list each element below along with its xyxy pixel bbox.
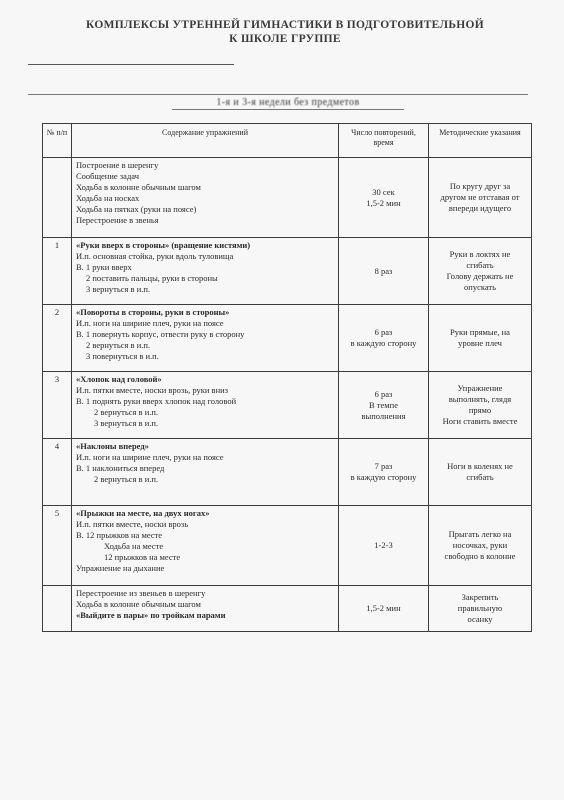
row-number: 1: [43, 238, 72, 305]
content-line: В. 1 повернуть корпус, отвести руку в сторону: [76, 329, 245, 339]
row-content: [72, 305, 339, 372]
notes-line: Упражнение: [457, 383, 503, 393]
content-line: «Выйдите в пары» по тройкам парами: [76, 610, 226, 620]
dosage-line: в каждую сторону: [350, 472, 417, 482]
content-line: В. 1 поднять руки вверх хлопок над головой: [76, 396, 237, 406]
notes-line: сгибать: [466, 260, 494, 270]
content-line: Ходьба в колонне обычным шагом: [76, 599, 201, 609]
content-line: Ходьба в колонне обычным шагом: [76, 182, 201, 192]
notes-line: Руки в локтях не: [449, 249, 511, 259]
notes-line: По кругу друг за: [449, 181, 511, 191]
content-line: 2 поставить пальцы, руки в стороны: [86, 273, 218, 283]
content-line: Перестроение из звеньев в шеренгу: [76, 588, 206, 598]
table-row: [43, 586, 532, 632]
row-content: [72, 586, 339, 632]
content-line: 3 вернуться в и.п.: [94, 418, 159, 428]
row-dosage: [339, 238, 429, 305]
table-row: [43, 439, 532, 506]
content-line: Перестроение в звенья: [76, 215, 159, 225]
row-notes: [429, 238, 532, 305]
dosage-line: выполнения: [361, 410, 406, 421]
dosage-line: в каждую сторону: [350, 338, 417, 348]
dosage-line: 1-2-3: [374, 540, 393, 550]
row-number: [43, 158, 72, 238]
content-line: 2 вернуться в и.п.: [94, 407, 159, 417]
content-line: «Хлопок над головой»: [76, 374, 162, 384]
notes-line: сгибать: [466, 472, 494, 482]
row-number: 2: [43, 305, 72, 372]
content-line: И.п. ноги на ширине плеч, руки на поясе: [76, 318, 224, 328]
notes-line: Ноги ставить вместе: [442, 416, 518, 426]
content-line: Сообщение задач: [76, 171, 139, 181]
content-line: 12 прыжков на месте: [104, 552, 181, 562]
header-num: № п/п: [43, 124, 72, 158]
row-content: [72, 158, 339, 238]
row-dosage: [339, 506, 429, 586]
notes-line: Ноги в коленях не: [447, 461, 513, 471]
notes-line: выполнять, глядя: [448, 394, 512, 404]
row-number: 4: [43, 439, 72, 506]
dosage-line: 1,5-2 мин: [366, 197, 401, 208]
notes-line: свободно в колонне: [444, 551, 516, 561]
notes-line: другом не отставая от: [440, 192, 520, 202]
content-line: «Наклоны вперед»: [76, 441, 149, 451]
notes-line: осанку: [467, 614, 493, 624]
row-content: [72, 238, 339, 305]
notes-line: носочках, руки: [452, 540, 508, 550]
table-row: [43, 506, 532, 586]
row-dosage: [339, 305, 429, 372]
title-line-2: К ШКОЛЕ ГРУППЕ: [229, 33, 341, 45]
dosage-line: 30 сек: [372, 186, 395, 197]
dosage-line: 6 раз: [374, 388, 393, 399]
notes-line: Руки прямые, на: [450, 327, 510, 337]
row-number: 3: [43, 372, 72, 439]
content-line: Ходьба на носках: [76, 193, 140, 203]
row-content: [72, 439, 339, 506]
row-content: [72, 372, 339, 439]
content-line: «Прыжки на месте, на двух ногах»: [76, 508, 210, 518]
row-dosage: [339, 586, 429, 632]
content-line: И.п. пятки вместе, носки врозь, руки вниз: [76, 385, 229, 395]
header-content: Содержание упражнений: [72, 124, 339, 158]
row-notes: [429, 506, 532, 586]
dosage-line: 6 раз: [374, 327, 393, 337]
table-row: [43, 372, 532, 439]
row-dosage: [339, 439, 429, 506]
content-line: Ходьба на пятках (руки на поясе): [76, 204, 197, 214]
content-line: 2 вернуться в и.п.: [94, 474, 159, 484]
dosage-line: 7 раз: [374, 461, 393, 471]
content-line: «Повороты в стороны, руки в стороны»: [76, 307, 230, 317]
content-line: И.п. пятки вместе, носки врозь: [76, 519, 189, 529]
content-line: И.п. основная стойка, руки вдоль туловища: [76, 251, 234, 261]
table-body: [43, 158, 532, 632]
table-row: [43, 158, 532, 238]
notes-line: Прыгать легко на: [448, 529, 512, 539]
row-dosage: [339, 372, 429, 439]
content-line: В. 1 наклониться вперед: [76, 463, 165, 473]
row-notes: [429, 305, 532, 372]
table-row: [43, 238, 532, 305]
header-notes: Методические указания: [429, 124, 532, 158]
content-line: «Руки вверх в стороны» (вращение кистями): [76, 240, 251, 250]
table-header-row: [43, 124, 532, 158]
notes-line: опускать: [464, 282, 496, 292]
content-line: И.п. ноги на ширине плеч, руки на поясе: [76, 452, 224, 462]
row-number: 5: [43, 506, 72, 586]
content-line: В. 1 руки вверх: [76, 262, 132, 272]
content-line: 3 повернуться в и.п.: [86, 351, 159, 361]
dosage-line: В темпе: [369, 399, 398, 410]
title-line-1: КОМПЛЕКСЫ УТРЕННЕЙ ГИМНАСТИКИ В ПОДГОТОВИТЕЛЬНОЙ: [85, 19, 485, 31]
row-number: [43, 586, 72, 632]
divider-line: [28, 94, 528, 95]
header-dosage: Число повторений, время: [339, 124, 429, 158]
subtitle-underline: [172, 109, 404, 110]
exercise-table: [42, 123, 532, 632]
row-content: [72, 506, 339, 586]
dosage-line: 8 раз: [374, 265, 393, 276]
table-row: [43, 305, 532, 372]
content-line: Упражнение на дыхание: [76, 563, 165, 573]
row-notes: [429, 372, 532, 439]
document-title: [40, 18, 530, 46]
content-line: В. 12 прыжков на месте: [76, 530, 163, 540]
content-line: 3 вернуться в и.п.: [86, 284, 151, 294]
content-line: 2 вернуться в и.п.: [86, 340, 151, 350]
content-line: Построение в шеренгу: [76, 160, 159, 170]
content-line: Ходьба на месте: [104, 541, 164, 551]
row-dosage: [339, 158, 429, 238]
row-notes: [429, 586, 532, 632]
notes-line: прямо: [468, 405, 492, 415]
notes-line: впереди идущего: [448, 203, 512, 213]
notes-line: Голову держать не: [446, 271, 514, 281]
row-notes: [429, 158, 532, 238]
row-notes: [429, 439, 532, 506]
notes-line: правильную: [457, 603, 503, 613]
dosage-line: 1,5-2 мин: [366, 603, 401, 613]
notes-line: Закрепить: [461, 592, 499, 602]
document-subtitle: 1-я и 3-я недели без предметов: [216, 97, 360, 108]
signature-line: [28, 64, 234, 65]
notes-line: уровне плеч: [458, 338, 502, 348]
